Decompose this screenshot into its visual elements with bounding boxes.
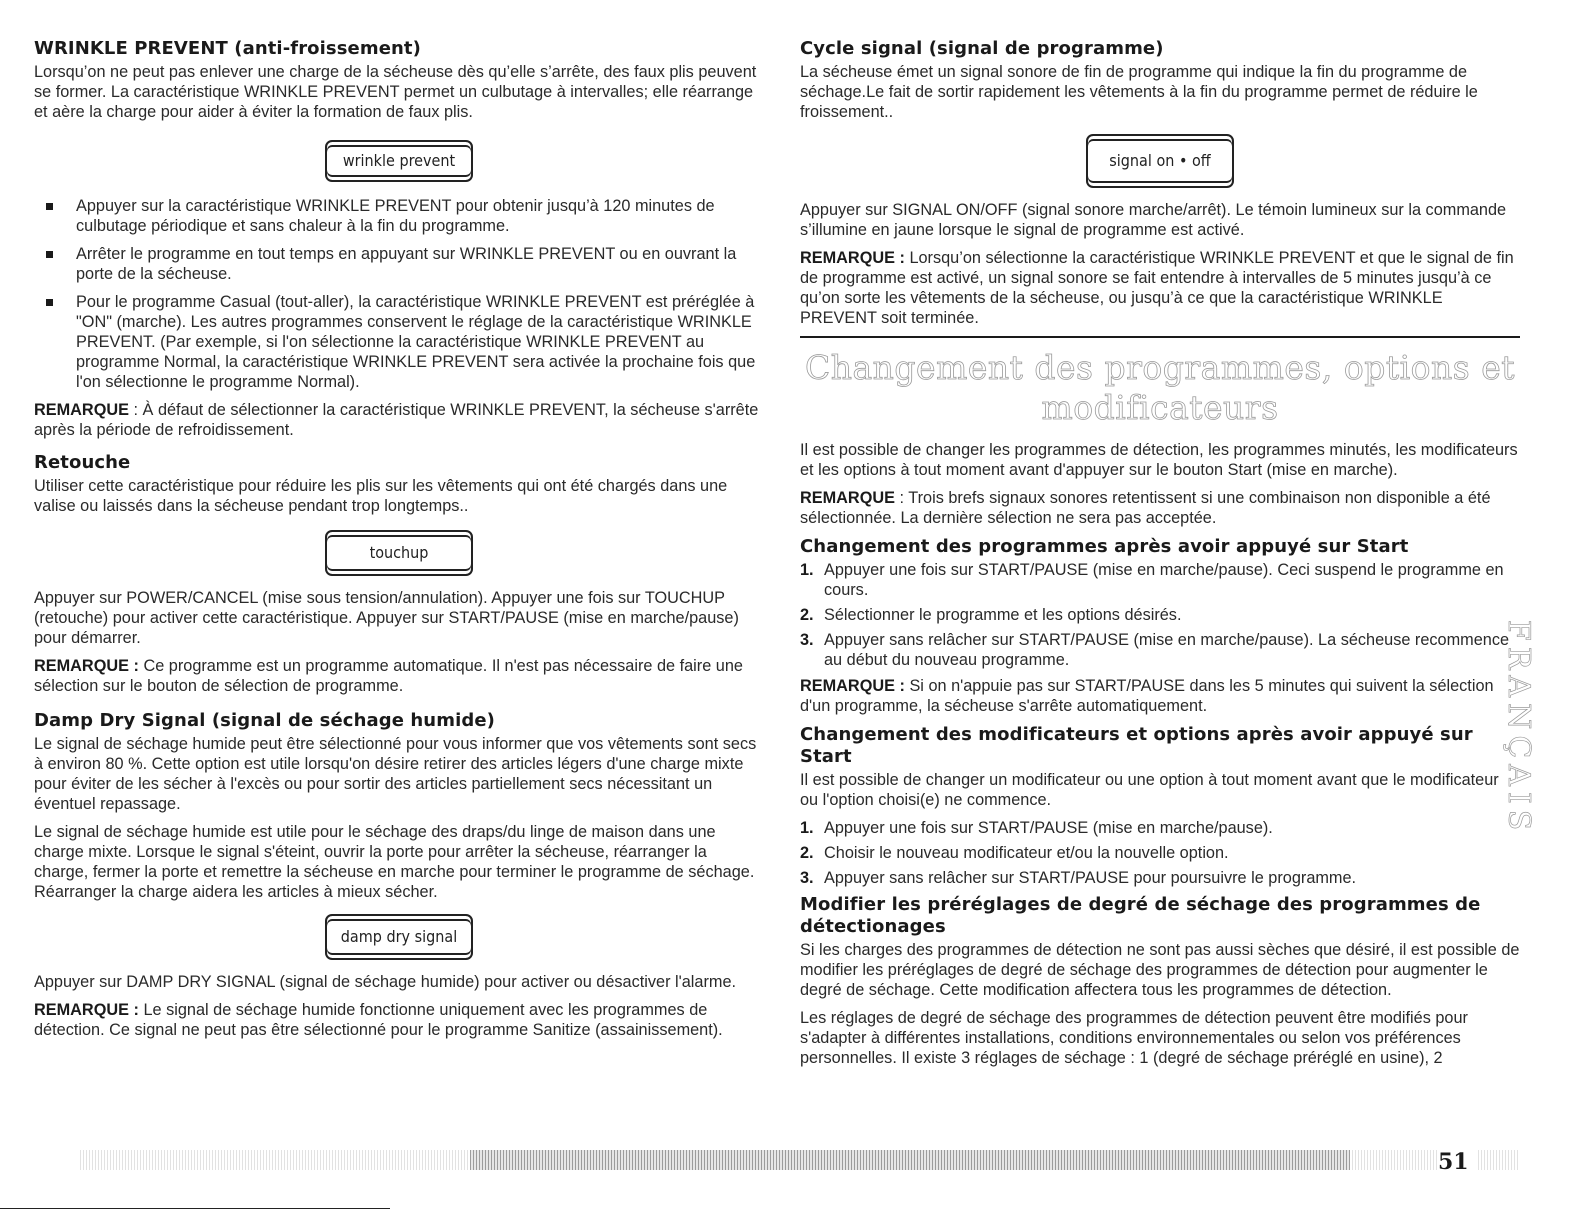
footer-bar-band <box>470 1150 1350 1170</box>
right-column <box>800 38 1520 1076</box>
touchup-intro: Utiliser cette caractéristique pour réduire les plis sur les vêtements qui ont été chargés dans une valise ou laissés dans la sécheuse pendant trop longtemps.. <box>34 477 728 515</box>
modifiers-heading: Changement des modificateurs et options après avoir appuyé sur Start <box>800 724 1473 767</box>
wrinkle-prevent-intro: Lorsqu’on ne peut pas enlever une charge de la sécheuse dès qu’elle s’arrête, des faux plis peuvent se former. La caractéristique WRINKLE PREVENT permet un culbutage à intervalles; elle réarrange et aère la charge pour aider à éviter la formation de faux plis. <box>34 63 757 121</box>
step-number: 2. <box>800 606 814 624</box>
note-label: REMARQUE : <box>34 1001 139 1019</box>
damp-dry-p2: Le signal de séchage humide est utile pour le séchage des draps/du linge de maison dans une charge mixte. Lorsque le signal s'éteint, ouvrir la porte pour arrêter la sécheuse, réarranger la charge, fermer la porte et remettre la sécheuse en marche pour terminer le programme de séchage. Réarranger la charge aidera les articles à mieux sécher. <box>34 823 755 901</box>
modifiers-intro: Il est possible de changer un modificateur ou une option à tout moment avant que le modificateur ou l'option choisi(e) ne commence. <box>800 771 1499 809</box>
wrinkle-prevent-heading: WRINKLE PREVENT (anti-froissement) <box>34 38 421 59</box>
after-start-steps <box>800 560 1520 670</box>
after-start-heading: Changement des programmes après avoir appuyé sur Start <box>800 536 1409 557</box>
changes-note <box>800 488 1520 528</box>
damp-dry-p1: Le signal de séchage humide peut être sélectionné pour vous informer que vos vêtements sont secs à environ 80 %. Cette option est utile lorsqu'on désire retirer des articles légers d'une charge mixte pour éviter de les sécher à l'excès ou pour sortir des articles partiellement secs nécessitant un éventuel repassage. <box>34 735 757 813</box>
note-text: : Trois brefs signaux sonores retentissent si une combinaison non disponible a été sélectionnée. La dernière sélection ne sera pas acceptée. <box>800 489 1491 527</box>
signal-on-off-button: signal on • off <box>1086 134 1234 188</box>
damp-dry-text: Appuyer sur DAMP DRY SIGNAL (signal de séchage humide) pour activer ou désactiver l'alarme. <box>34 973 737 991</box>
left-column <box>34 38 764 1048</box>
list-item <box>800 605 1520 625</box>
step-text: Sélectionner le programme et les options désirés. <box>824 606 1182 624</box>
step-number: 1. <box>800 561 814 579</box>
page-number: 51 <box>1438 1150 1478 1174</box>
list-item: Arrêter le programme en tout temps en appuyant sur WRINKLE PREVENT ou en ouvrant la porte de la sécheuse. <box>34 244 764 284</box>
damp-dry-signal-button: damp dry signal <box>325 914 473 960</box>
presets-p2: Les réglages de degré de séchage des programmes de détection peuvent être modifiés pour s'adapter à différentes installations, conditions environnementales ou selon vos préférences personnelles. Il existe 3 réglages de séchage : 1 (degré de séchage préréglé en usine), 2 <box>800 1009 1468 1067</box>
changes-title: Changement des programmes, options et modificateurs <box>804 348 1515 427</box>
section-divider <box>800 336 1520 338</box>
step-text: Appuyer une fois sur START/PAUSE (mise en marche/pause). <box>824 819 1273 837</box>
note-text: Si on n'appuie pas sur START/PAUSE dans les 5 minutes qui suivent la sélection d'un programme, la sécheuse s'arrête automatiquement. <box>800 677 1494 715</box>
list-item <box>800 818 1520 838</box>
note-label: REMARQUE : <box>800 249 905 267</box>
note-text: Le signal de séchage humide fonctionne uniquement avec les programmes de détection. Ce signal ne peut pas être sélectionné pour le programme Sanitize (assainissement). <box>34 1001 723 1039</box>
note-label: REMARQUE : <box>800 677 905 695</box>
note-text: : À défaut de sélectionner la caractéristique WRINKLE PREVENT, la sécheuse s'arrête après la période de refroidissement. <box>34 401 759 439</box>
note-label: REMARQUE : <box>34 657 139 675</box>
cycle-signal-text: Appuyer sur SIGNAL ON/OFF (signal sonore marche/arrêt). Le témoin lumineux sur la commande s’illumine en jaune lorsque le signal de programme est activé. <box>800 201 1507 239</box>
wrinkle-prevent-list <box>34 196 764 392</box>
presets-p1: Si les charges des programmes de détection ne sont pas aussi sèches que désiré, il est possible de modifier les préréglages de degré de séchage des programmes de détection pour augmenter le degré de séchage. Cette modification affectera tous les programmes de détection. <box>800 941 1520 999</box>
footer-rule <box>0 1208 390 1209</box>
list-item <box>800 560 1520 600</box>
list-item <box>800 843 1520 863</box>
after-start-note <box>800 676 1520 716</box>
touchup-button: touchup <box>325 530 473 576</box>
list-item: Appuyer sur la caractéristique WRINKLE PREVENT pour obtenir jusqu’à 120 minutes de culbutage périodique et sans chaleur à la fin du programme. <box>34 196 764 236</box>
step-text: Appuyer une fois sur START/PAUSE (mise en marche/pause). Ceci suspend le programme en cours. <box>824 561 1504 599</box>
cycle-signal-heading: Cycle signal (signal de programme) <box>800 38 1164 59</box>
step-number: 2. <box>800 844 814 862</box>
note-text: Lorsqu’on sélectionne la caractéristique WRINKLE PREVENT et que le signal de fin de programme est activé, un signal sonore se fait entendre à intervalles de 5 minutes jusqu’à ce qu’on sorte les vêtements de la sécheuse, ou jusqu’à ce que la caractéristique WRINKLE PREVENT soit terminée. <box>800 249 1514 327</box>
language-side-label: FRANÇAIS <box>1501 620 1536 837</box>
list-item <box>800 630 1520 670</box>
wrinkle-prevent-button: wrinkle prevent <box>325 140 473 182</box>
damp-dry-heading: Damp Dry Signal (signal de séchage humide) <box>34 710 495 731</box>
note-label: REMARQUE <box>34 401 129 419</box>
step-text: Choisir le nouveau modificateur et/ou la nouvelle option. <box>824 844 1229 862</box>
touchup-heading: Retouche <box>34 452 131 473</box>
cycle-signal-note <box>800 248 1520 328</box>
list-item <box>800 868 1520 888</box>
touchup-note <box>34 656 764 696</box>
modifiers-steps <box>800 818 1520 888</box>
wrinkle-prevent-note <box>34 400 764 440</box>
list-item: Pour le programme Casual (tout-aller), la caractéristique WRINKLE PREVENT est préréglée à "ON" (marche). Les autres programmes conservent le réglage de la caractéristique WRINKLE PREVENT. (Par exemple, si l'on sélectionne la caractéristique WRINKLE PREVENT au programme Normal, la caractéristique WRINKLE PREVENT sera activée la prochaine fois que l'on sélectionne le programme Normal). <box>34 292 764 392</box>
step-text: Appuyer sans relâcher sur START/PAUSE pour poursuivre le programme. <box>824 869 1357 887</box>
step-number: 1. <box>800 819 814 837</box>
note-label: REMARQUE <box>800 489 895 507</box>
damp-dry-note <box>34 1000 764 1040</box>
step-text: Appuyer sans relâcher sur START/PAUSE (mise en marche/pause). La sécheuse recommence au début du nouveau programme. <box>824 631 1510 669</box>
presets-heading: Modifier les préréglages de degré de séchage des programmes de détectionages <box>800 894 1481 937</box>
step-number: 3. <box>800 869 814 887</box>
footer-bar <box>80 1150 1520 1170</box>
step-number: 3. <box>800 631 814 649</box>
touchup-text: Appuyer sur POWER/CANCEL (mise sous tension/annulation). Appuyer une fois sur TOUCHUP (retouche) pour activer cette caractéristique. Appuyer sur START/PAUSE (mise en marche/pause) pour démarrer. <box>34 589 739 647</box>
changes-intro: Il est possible de changer les programmes de détection, les programmes minutés, les modificateurs et les options à tout moment avant d'appuyer sur le bouton Start (mise en marche). <box>800 441 1518 479</box>
cycle-signal-intro: La sécheuse émet un signal sonore de fin de programme qui indique la fin du programme de séchage.Le fait de sortir rapidement les vêtements à la fin du programme permet de réduire le froissement.. <box>800 63 1478 121</box>
note-text: Ce programme est un programme automatique. Il n'est pas nécessaire de faire une sélection sur le bouton de sélection de programme. <box>34 657 743 695</box>
